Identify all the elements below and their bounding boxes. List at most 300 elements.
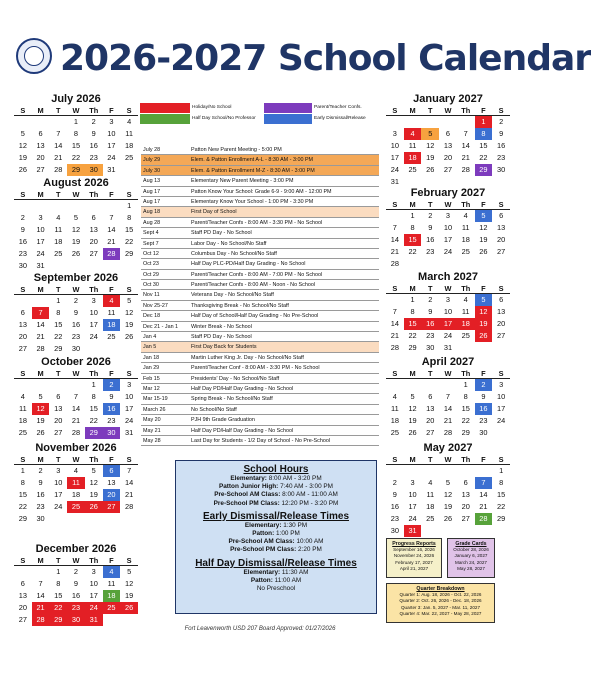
event-date: Mar 15-19 [143, 396, 168, 403]
day-cell: 21 [479, 502, 488, 511]
weekday-label: S [20, 556, 26, 565]
empty-day-cell [457, 465, 475, 477]
day-cell: 6 [56, 392, 61, 401]
day-cell: 1 [463, 380, 468, 389]
event-text: First Day of School [191, 209, 237, 216]
day-cell: 22 [497, 502, 506, 511]
day-cell: 13 [89, 225, 98, 234]
day-cell: 19 [36, 416, 45, 425]
quarter-breakdown-heading: Quarter Breakdown [416, 586, 465, 592]
day-cell: 25 [461, 247, 470, 256]
week-row [14, 501, 138, 513]
empty-day-cell [32, 379, 50, 391]
day-cell: 13 [54, 404, 63, 413]
day-cell: 17 [107, 141, 116, 150]
event-date: May 20 [143, 417, 161, 424]
week-row [14, 465, 138, 477]
day-cell: 20 [18, 332, 27, 341]
day-cell: 30 [479, 428, 488, 437]
day-cell: 9 [428, 223, 433, 232]
day-cell: 23 [36, 502, 45, 511]
progress-reports-heading: Progress Reports [392, 541, 436, 547]
event-text: Parent/Teacher Confs - 8:00 AM - 7:00 PM - No School [191, 271, 323, 278]
hours-label: Patton: [252, 530, 275, 538]
empty-day-cell [457, 258, 475, 270]
day-cell: 24 [497, 416, 506, 425]
day-cell: 7 [109, 213, 114, 222]
event-text: Columbus Day - No School/No Staff [191, 250, 277, 257]
day-cell: 25 [67, 501, 85, 513]
day-cell: 11 [19, 404, 27, 413]
legend-swatch-early-dismissal [264, 114, 312, 124]
empty-day-cell [103, 614, 121, 626]
hours-label: Pre-School AM Class: [228, 538, 295, 546]
empty-day-cell [492, 342, 510, 354]
event-date: July 28 [143, 147, 161, 153]
day-cell: 29 [475, 164, 493, 176]
event-row [141, 280, 379, 290]
day-cell: 15 [71, 141, 81, 150]
empty-day-cell [120, 164, 138, 176]
event-row [141, 176, 379, 186]
district-logo [16, 38, 52, 74]
day-cell: 31 [390, 177, 399, 186]
event-row [141, 259, 379, 269]
legend-label-holiday: Holiday/No School [192, 105, 232, 110]
day-cell: 7 [56, 129, 61, 138]
day-cell: 31 [85, 614, 103, 626]
weekday-label: T [428, 369, 433, 378]
event-date: Jan 18 [143, 354, 160, 361]
week-row [386, 415, 510, 427]
day-cell: 27 [103, 501, 121, 513]
empty-day-cell [67, 379, 85, 391]
day-cell: 14 [390, 319, 399, 328]
day-cell: 26 [479, 247, 488, 256]
day-cell: 7 [392, 223, 397, 232]
day-cell: 5 [421, 128, 439, 140]
day-cell: 23 [390, 514, 399, 523]
week-row [14, 128, 138, 140]
week-row [386, 210, 510, 222]
day-cell: 9 [73, 579, 79, 588]
week-row [14, 260, 138, 272]
weekday-label: F [481, 369, 486, 378]
day-cell: 24 [443, 331, 453, 340]
progress-report-date: September 16, 2026 [393, 547, 435, 552]
day-cell: 23 [479, 416, 488, 425]
week-row [386, 330, 510, 342]
month-name: March 2027 [418, 271, 478, 283]
legend-label-half-day: Half Day School/No Professor [192, 116, 256, 121]
month-name: May 2027 [423, 442, 473, 454]
day-cell: 26 [125, 332, 134, 341]
empty-day-cell [404, 379, 422, 391]
day-cell: 10 [443, 223, 453, 232]
week-row [386, 128, 510, 140]
event-date: Sept 4 [143, 230, 159, 237]
empty-day-cell [120, 343, 138, 355]
day-cell: 14 [479, 490, 488, 499]
weekday-label: M [409, 455, 416, 464]
week-row [14, 513, 138, 525]
day-cell: 7 [127, 466, 132, 475]
weekday-label: S [20, 285, 26, 294]
empty-day-cell [49, 513, 67, 525]
day-cell: 1 [20, 466, 25, 475]
event-row [141, 290, 379, 300]
week-row [14, 590, 138, 602]
week-row [14, 566, 138, 578]
day-cell: 8 [499, 478, 504, 487]
week-row [14, 140, 138, 152]
event-row [141, 311, 379, 321]
day-cell: 2 [428, 295, 433, 304]
event-text: Staff PD Day - No School [191, 334, 252, 341]
empty-day-cell [492, 258, 510, 270]
day-cell: 30 [71, 344, 81, 353]
day-cell: 6 [499, 211, 504, 220]
empty-day-cell [439, 258, 457, 270]
month-calendar [386, 442, 510, 537]
day-cell: 23 [497, 153, 506, 162]
day-cell: 5 [38, 392, 43, 401]
weekday-label: F [481, 455, 486, 464]
hours-line [176, 522, 376, 530]
day-cell: 30 [67, 614, 85, 626]
month-calendar [14, 93, 138, 176]
event-date: Oct 29 [143, 271, 159, 278]
week-row [386, 513, 510, 525]
event-date: May 21 [143, 427, 161, 434]
event-text: No School/No Staff [191, 406, 237, 413]
day-cell: 18 [461, 235, 470, 244]
day-cell: 16 [390, 502, 399, 511]
event-row [141, 353, 379, 363]
event-row [141, 228, 379, 238]
day-cell: 10 [390, 141, 399, 150]
week-row [14, 602, 138, 614]
day-cell: 21 [125, 490, 134, 499]
event-row [141, 207, 379, 217]
hours-value: 12:20 PM - 3:20 PM [281, 499, 339, 507]
day-cell: 1 [56, 567, 61, 576]
week-row [14, 164, 138, 176]
event-text: Patton Know Your School: Grade 6-9 - 9:00 AM - 12:00 PM [191, 188, 332, 195]
weekday-label: Th [89, 369, 99, 378]
week-row [14, 477, 138, 489]
day-cell: 14 [54, 141, 63, 150]
day-cell: 18 [426, 502, 435, 511]
day-cell: 6 [428, 392, 433, 401]
event-row [141, 239, 379, 249]
empty-day-cell [439, 379, 457, 391]
day-cell: 26 [443, 514, 453, 523]
day-cell: 23 [426, 331, 435, 340]
day-cell: 13 [497, 223, 506, 232]
hours-value: 2:20 PM [298, 546, 322, 554]
event-row [141, 218, 379, 228]
day-cell: 8 [475, 128, 493, 140]
week-row [386, 246, 510, 258]
legend-swatch-holiday [140, 103, 190, 113]
hours-label: Elementary: [230, 475, 267, 482]
grade-cards-box [447, 538, 495, 578]
day-cell: 29 [54, 344, 63, 353]
events-list [141, 145, 379, 446]
event-date: March 26 [143, 406, 166, 413]
event-row [141, 249, 379, 259]
event-text: Winter Break - No School [191, 323, 252, 330]
day-cell: 20 [426, 416, 435, 425]
day-cell: 9 [20, 225, 25, 234]
day-cell: 12 [479, 223, 488, 232]
day-cell: 12 [125, 308, 134, 317]
hours-line [176, 530, 376, 538]
day-cell: 5 [73, 213, 79, 222]
day-cell: 16 [421, 318, 439, 330]
week-row [386, 379, 510, 391]
day-cell: 1 [410, 211, 415, 220]
day-cell: 4 [463, 211, 468, 220]
day-cell: 13 [426, 404, 435, 413]
weekday-label: S [20, 369, 26, 378]
empty-day-cell [457, 525, 475, 537]
week-row [14, 379, 138, 391]
weekday-label: M [37, 190, 44, 199]
day-cell: 20 [54, 416, 63, 425]
empty-day-cell [120, 513, 138, 525]
day-cell: 11 [408, 141, 417, 150]
week-row [14, 391, 138, 403]
day-cell: 4 [20, 392, 25, 401]
day-cell: 31 [107, 165, 116, 174]
empty-day-cell [404, 465, 422, 477]
day-cell: 4 [56, 213, 61, 222]
weekday-label: S [498, 369, 504, 378]
weekday-label: S [498, 455, 504, 464]
day-cell: 19 [408, 416, 417, 425]
day-cell: 14 [125, 478, 134, 487]
day-cell: 3 [410, 478, 415, 487]
day-cell: 24 [443, 247, 453, 256]
hours-value: 11:30 AM [281, 568, 309, 576]
grade-card-date: January 6, 2027 [454, 553, 488, 559]
month-name: January 2027 [413, 93, 483, 105]
empty-day-cell [421, 525, 439, 537]
event-text: Half Day of School/Half Day Grading - No Pre-School [191, 313, 319, 320]
day-cell: 27 [18, 615, 27, 624]
empty-day-cell [492, 427, 510, 439]
day-cell: 28 [390, 259, 399, 268]
day-cell: 16 [18, 237, 27, 246]
event-date: Aug 13 [143, 178, 161, 185]
event-date: Dec 18 [143, 313, 161, 320]
event-text: Labor Day - No School/No Staff [191, 240, 267, 247]
week-row [386, 294, 510, 306]
event-date: Oct 12 [143, 250, 159, 257]
empty-day-cell [439, 465, 457, 477]
weekday-label: S [126, 190, 132, 199]
weekday-label: S [20, 190, 26, 199]
empty-day-cell [85, 343, 103, 355]
day-cell: 3 [445, 295, 451, 304]
day-cell: 24 [107, 153, 116, 162]
weekday-label: S [392, 200, 398, 209]
empty-day-cell [404, 116, 422, 128]
event-text: Parent/Teacher Conf - 8:00 AM - 3:30 PM - No School [191, 365, 320, 372]
day-cell: 23 [71, 332, 81, 341]
week-row [14, 212, 138, 224]
day-cell: 30 [497, 165, 506, 174]
day-cell: 31 [125, 428, 134, 437]
empty-day-cell [404, 258, 422, 270]
weekday-label: S [126, 106, 132, 115]
day-cell: 25 [107, 332, 116, 341]
weekday-header [386, 455, 510, 465]
weekday-label: Th [461, 200, 471, 209]
event-row [141, 301, 379, 311]
week-row [386, 234, 510, 246]
day-cell: 12 [408, 404, 417, 413]
month-name: November 2026 [35, 442, 117, 454]
day-cell: 11 [107, 579, 116, 588]
day-cell: 13 [36, 141, 45, 150]
day-cell: 28 [54, 165, 63, 174]
day-cell: 17 [408, 502, 417, 511]
event-row [141, 197, 379, 207]
empty-day-cell [32, 566, 50, 578]
day-cell: 23 [89, 153, 98, 162]
event-date: Aug 18 [143, 209, 161, 216]
weekday-label: Th [461, 369, 471, 378]
empty-day-cell [85, 513, 103, 525]
day-cell: 9 [499, 129, 504, 138]
weekday-label: S [126, 556, 132, 565]
event-text: Elementary New Parent Meeting - 3:00 PM [191, 178, 294, 185]
day-cell: 4 [127, 117, 132, 126]
weekday-label: T [56, 106, 61, 115]
day-cell: 29 [67, 164, 85, 176]
event-text: First Day Back for Students [191, 344, 257, 351]
day-cell: 5 [475, 294, 493, 306]
quarter-line: Quarter 3: Jan. 5, 2027 - Mar. 11, 2027 [400, 604, 481, 610]
empty-day-cell [120, 614, 138, 626]
quarter-line: Quarter 2: Oct. 26, 2026 - Dec. 18, 2026 [399, 598, 482, 604]
hours-value: 1:00 PM [275, 530, 300, 538]
day-cell: 24 [89, 332, 98, 341]
day-cell: 12 [443, 490, 453, 499]
quarter-line: Quarter 1: Aug. 18, 2026 - Oct. 22, 2026 [399, 592, 482, 597]
day-cell: 14 [36, 591, 45, 600]
legend-swatch-parent-teacher [264, 103, 312, 113]
legend-swatch-half-day [140, 114, 190, 124]
day-cell: 19 [18, 153, 27, 162]
day-cell: 6 [20, 579, 25, 588]
month-name: April 2027 [421, 356, 475, 368]
day-cell: 15 [125, 225, 134, 234]
day-cell: 28 [71, 428, 81, 437]
day-cell: 30 [36, 514, 45, 523]
day-cell: 25 [54, 249, 63, 258]
day-cell: 25 [103, 602, 121, 614]
day-cell: 21 [32, 602, 50, 614]
day-cell: 5 [127, 296, 132, 305]
weekday-header [14, 369, 138, 379]
month-calendar [386, 271, 510, 354]
day-cell: 29 [49, 614, 67, 626]
event-row [141, 426, 379, 436]
day-cell: 15 [18, 490, 27, 499]
day-cell: 5 [91, 466, 96, 475]
day-cell: 18 [404, 152, 422, 164]
empty-day-cell [386, 294, 404, 306]
day-cell: 4 [392, 392, 397, 401]
day-cell: 5 [445, 478, 451, 487]
empty-day-cell [421, 379, 439, 391]
event-date: Aug 17 [143, 198, 161, 205]
day-cell: 11 [54, 225, 63, 234]
event-text: Parent/Teacher Confs - 8:00 AM - 3:30 PM - No School [191, 219, 323, 226]
day-cell: 9 [109, 392, 114, 401]
day-cell: 17 [125, 404, 134, 413]
day-cell: 20 [443, 153, 453, 162]
weekday-label: T [56, 455, 61, 464]
weekday-label: F [109, 556, 114, 565]
day-cell: 12 [71, 225, 81, 234]
empty-day-cell [475, 258, 493, 270]
day-cell: 10 [89, 308, 98, 317]
day-cell: 19 [125, 320, 134, 329]
week-row [386, 258, 510, 270]
weekday-header [386, 369, 510, 379]
weekday-label: F [481, 200, 486, 209]
day-cell: 8 [56, 579, 61, 588]
day-cell: 21 [390, 247, 399, 256]
day-cell: 1 [73, 117, 79, 126]
day-cell: 27 [497, 247, 506, 256]
day-cell: 2 [428, 211, 433, 220]
legend [140, 103, 380, 125]
grade-card-date: March 24, 2027 [455, 559, 487, 565]
empty-day-cell [14, 379, 32, 391]
day-cell: 1 [410, 295, 415, 304]
day-cell: 11 [426, 490, 435, 499]
hours-value: 8:00 AM - 3:20 PM [268, 475, 322, 482]
week-row [14, 236, 138, 248]
half-day-heading: Half Day Dismissal/Release Times [195, 557, 357, 569]
empty-day-cell [49, 116, 67, 128]
week-row [386, 525, 510, 537]
day-cell: 23 [67, 602, 85, 614]
day-cell: 19 [479, 235, 488, 244]
day-cell: 14 [461, 141, 470, 150]
week-row [386, 427, 510, 439]
week-row [14, 307, 138, 319]
hours-label: Elementary: [243, 568, 281, 576]
day-cell: 22 [408, 247, 417, 256]
day-cell: 7 [32, 307, 50, 319]
day-cell: 13 [443, 141, 453, 150]
month-calendar [14, 272, 138, 355]
day-cell: 9 [392, 490, 397, 499]
day-cell: 17 [89, 591, 98, 600]
page-title: 2026-2027 School Calendar [60, 38, 591, 79]
day-cell: 3 [127, 380, 132, 389]
event-text: Half Day PD/Half Day Grading - No School [191, 427, 294, 434]
week-row [386, 477, 510, 489]
event-text: Thanksgiving Break - No School/No Staff [191, 302, 289, 309]
